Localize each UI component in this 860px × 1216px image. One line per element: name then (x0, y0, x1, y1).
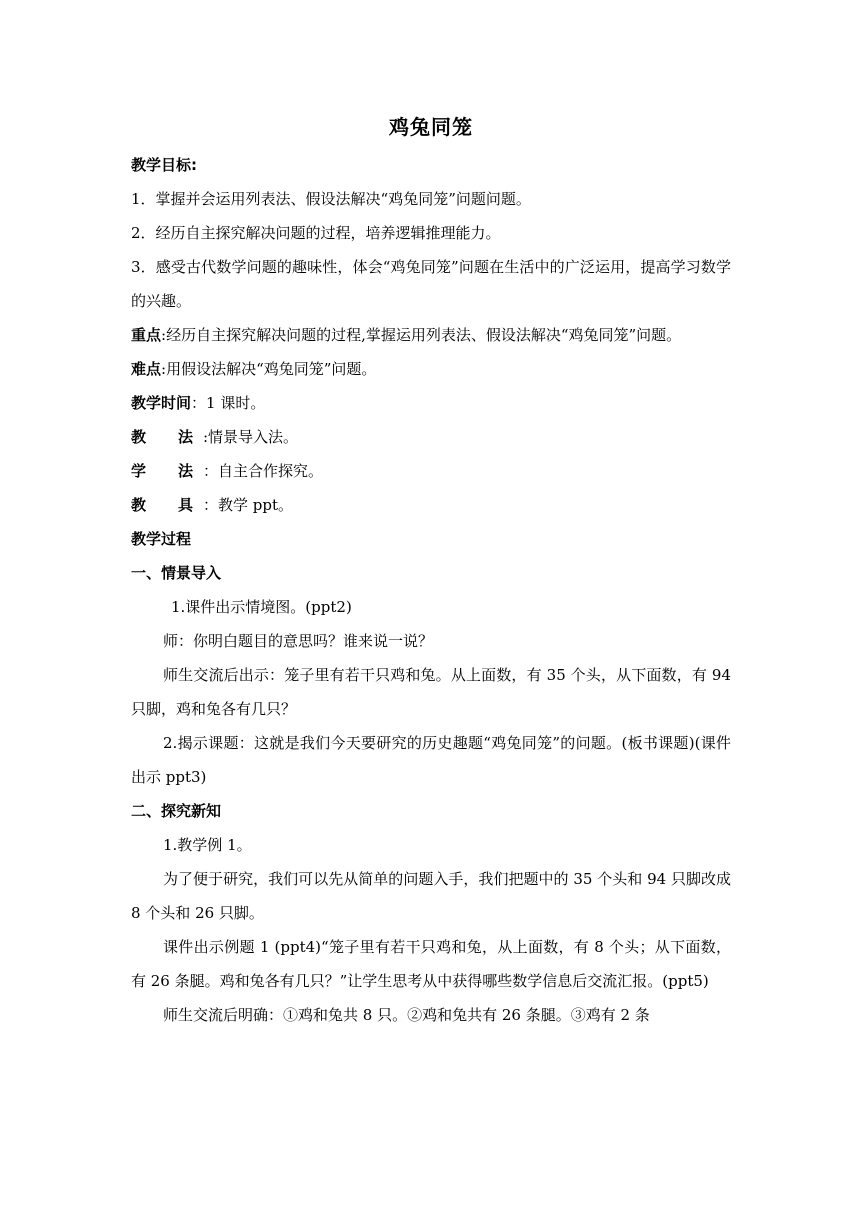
key-point (131, 318, 731, 352)
paragraph: 课件出示例题 1 (ppt4)“笼子里有若干只鸡和兔，从上面数，有 8 个头；从下面数，有 26 条腿。鸡和兔各有几只？”让学生思考从中获得哪些数学信息后交流汇报。(ppt5) (131, 938, 731, 990)
section-heading: 一、情景导入 (131, 564, 222, 582)
teaching-method (131, 420, 731, 454)
paragraph: 2.揭示课题：这就是我们今天要研究的历史趣题“鸡兔同笼”的问题。(板书课题)(课件出示 ppt3) (131, 734, 731, 786)
study-label: 学 法 (131, 462, 194, 480)
difficulty-label: 难点 (131, 360, 162, 378)
time-label: 教学时间 (131, 394, 192, 412)
teaching-tools (131, 488, 731, 522)
paragraph: 师生交流后明确：①鸡和兔共 8 只。②鸡和兔共有 26 条腿。③鸡有 2 条 (163, 1006, 650, 1024)
method-label: 教 法 (131, 428, 194, 446)
difficulty (131, 352, 731, 386)
process-heading: 教学过程 (131, 530, 192, 548)
paragraph: 1.课件出示情境图。(ppt2) (171, 598, 352, 616)
tools-label: 教 具 (131, 496, 194, 514)
objectives-heading: 教学目标: (131, 156, 197, 174)
teaching-time (131, 386, 731, 420)
document-page (131, 110, 731, 1032)
objective-item: 2．经历自主探究解决问题的过程，培养逻辑推理能力。 (131, 224, 501, 242)
paragraph: 师生交流后出示：笼子里有若干只鸡和兔。从上面数，有 35 个头，从下面数，有 94 只脚，鸡和兔各有几只？ (131, 666, 731, 718)
method-text: :情景导入法。 (203, 428, 299, 446)
key-point-text: :经历自主探究解决问题的过程,掌握运用列表法、假设法解决“鸡兔同笼”问题。 (161, 326, 682, 344)
paragraph: 1.教学例 1。 (163, 836, 252, 854)
tools-text: ：教学 ppt。 (203, 496, 294, 514)
section-heading: 二、探究新知 (131, 802, 222, 820)
paragraph: 为了便于研究，我们可以先从简单的问题入手，我们把题中的 35 个头和 94 只脚改成 8 个头和 26 只脚。 (131, 870, 731, 922)
objective-item: 1．掌握并会运用列表法、假设法解决“鸡兔同笼”问题问题。 (131, 190, 531, 208)
time-text: ：1 课时。 (191, 394, 266, 412)
study-method (131, 454, 731, 488)
document-title: 鸡兔同笼 (389, 115, 473, 139)
study-text: ：自主合作探究。 (203, 462, 324, 480)
objective-item: 3．感受古代数学问题的趣味性，体会“鸡兔同笼”问题在生活中的广泛运用，提高学习数学的兴趣。 (131, 258, 731, 310)
difficulty-text: :用假设法解决“鸡兔同笼”问题。 (161, 360, 377, 378)
paragraph: 师：你明白题目的意思吗？谁来说一说？ (163, 632, 434, 650)
key-point-label: 重点 (131, 326, 162, 344)
